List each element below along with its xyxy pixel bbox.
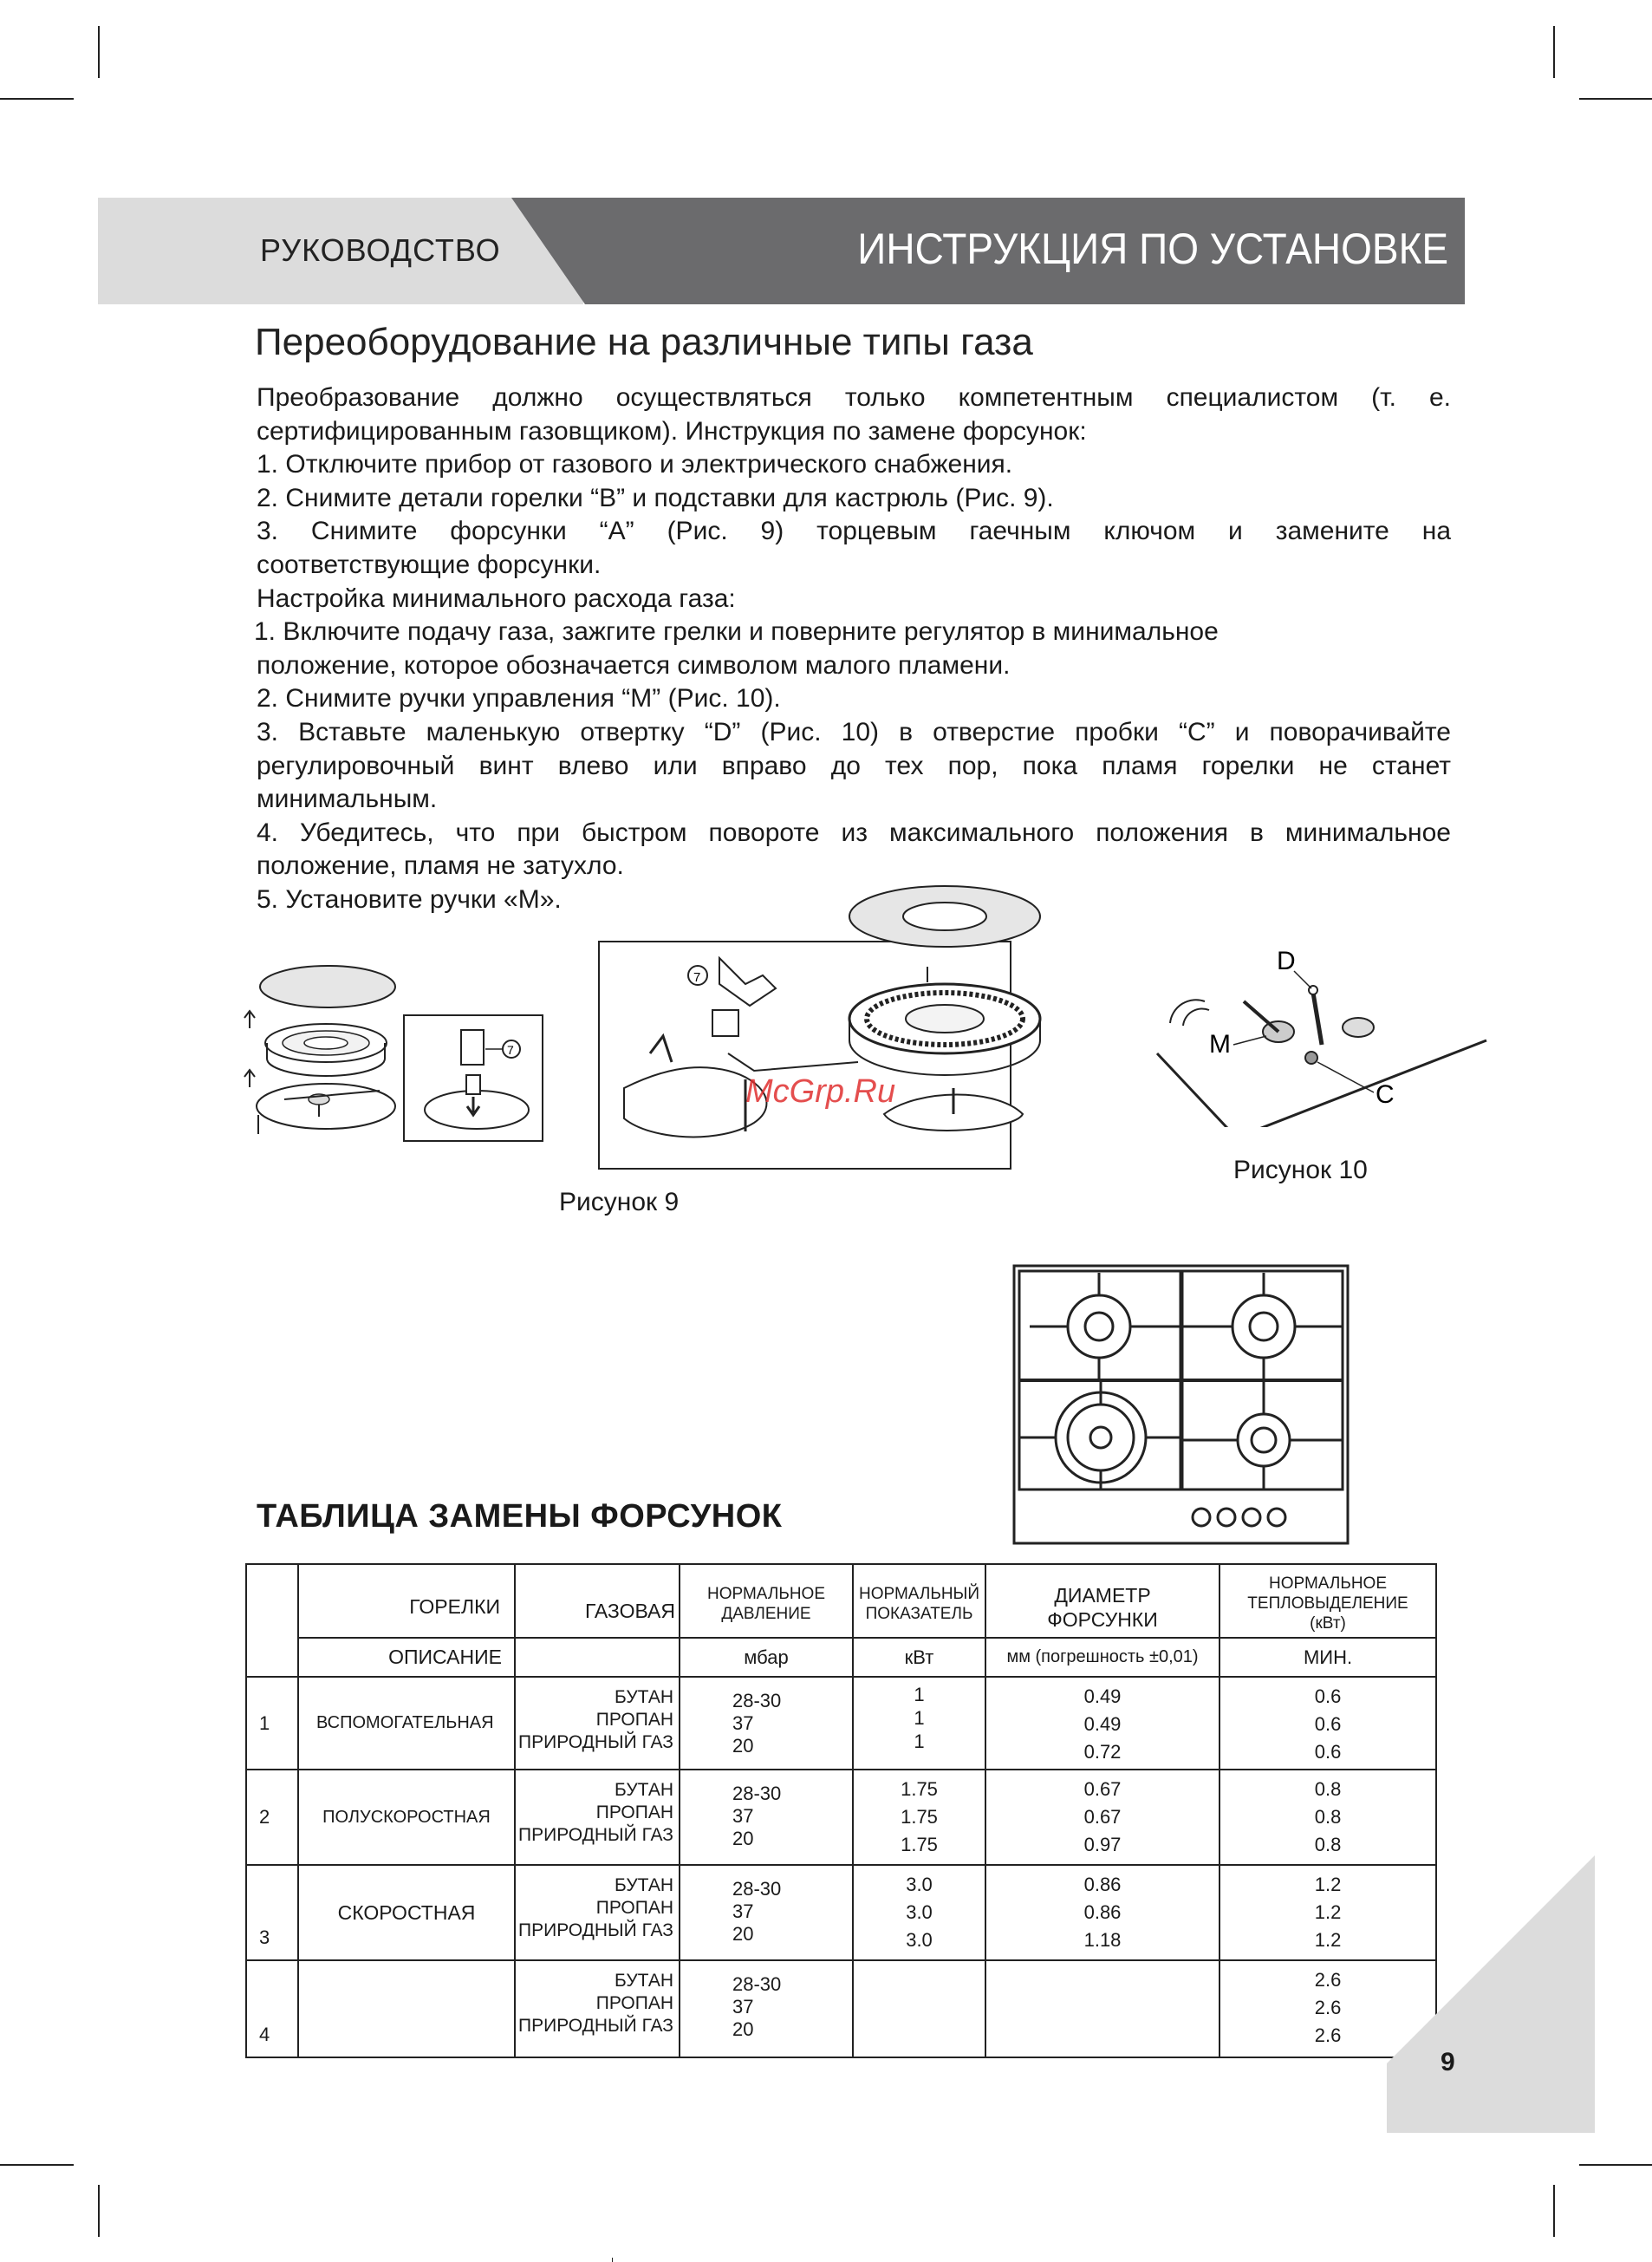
paragraph: 2. Снимите ручки управления “M” (Рис. 10). [257,684,781,714]
header-cell: ГАЗОВАЯ [515,1564,680,1638]
badge-number: 7 [693,970,701,985]
header-right-label: ИНСТРУКЦИЯ ПО УСТАНОВКЕ [857,225,1448,273]
pressure-cell: 28-30 37 20 [680,1960,853,2057]
row-number: 1 [246,1677,298,1770]
subheader-cell: кВт [853,1638,985,1677]
table-row [246,1770,1436,1865]
diameter-cell [985,1960,1219,2057]
fig10-caption: Рисунок 10 [1233,1156,1368,1184]
instruction-text [254,381,1451,917]
burner-name: СКОРОСТНАЯ [298,1865,515,1960]
diameter-cell: 0.67 0.67 0.97 [985,1770,1219,1865]
header-cell: ГОРЕЛКИ [298,1564,515,1638]
label-m: M [1209,1030,1231,1059]
rating-cell [853,1960,985,2057]
page-title: Переоборудование на различные типы газа [255,321,1033,363]
heat-cell: 2.6 2.6 2.6 [1219,1960,1436,2057]
pressure-cell: 28-30 37 20 [680,1865,853,1960]
page-corner-decoration [1387,1855,1652,2133]
rating-cell: 3.0 3.0 3.0 [853,1865,985,1960]
crop-mark [1579,98,1652,100]
burner-name: ВСПОМОГАТЕЛЬНАЯ [298,1677,515,1770]
crop-mark [1553,26,1555,78]
nozzle-detail-illustration [403,1014,546,1144]
gas-cell: БУТАН ПРОПАН ПРИРОДНЫЙ ГАЗ [515,1960,680,2057]
crop-mark [98,26,100,78]
pressure-cell: 28-30 37 20 [680,1770,853,1865]
table-row [246,1677,1436,1770]
rating-cell: 1 1 1 [853,1677,985,1770]
crop-mark [612,2258,613,2262]
heat-cell: 0.6 0.6 0.6 [1219,1677,1436,1770]
subheader-cell: МИН. [1219,1638,1436,1677]
crop-mark [0,98,74,100]
gas-cell: БУТАН ПРОПАН ПРИРОДНЫЙ ГАЗ [515,1865,680,1960]
header-cell: НОРМАЛЬНЫЙ ПОКАЗАТЕЛЬ [853,1564,985,1638]
header-cell: НОРМАЛЬНОЕ ДАВЛЕНИЕ [680,1564,853,1638]
table-subheader-row [246,1638,1436,1677]
paragraph: положение, которое обозначается символом малого пламени. [257,650,1011,680]
row-number: 3 [246,1865,298,1960]
header-cell: НОРМАЛЬНОЕ ТЕПЛОВЫДЕЛЕНИЕ (кВт) [1219,1564,1436,1638]
header-left-label: РУКОВОДСТВО [260,232,501,268]
paragraph: 3. Снимите форсунки “A” (Рис. 9) торцевым гаечным ключом и замените на [257,517,1451,546]
nozzle-table [245,1563,1437,2058]
heat-cell: 1.2 1.2 1.2 [1219,1865,1436,1960]
badge-number: 7 [507,1043,514,1057]
pressure-cell: 28-30 37 20 [680,1677,853,1770]
header-cell: ДИАМЕТР ФОРСУНКИ [985,1564,1219,1638]
crop-mark [98,2185,100,2237]
table-title: ТАБЛИЦА ЗАМЕНЫ ФОРСУНОК [257,1498,783,1535]
watermark: McGrp.Ru [745,1073,896,1110]
paragraph: положение, пламя не затухло. [257,851,624,881]
paragraph: Преобразование должно осуществляться только компетентным специалистом (т. е. [257,383,1451,412]
paragraph: 1. Включите подачу газа, зажгите грелки и поверните регулятор в минимальное [254,617,1219,647]
burner-name [298,1960,515,2057]
row-number: 2 [246,1770,298,1865]
crop-mark [0,2164,74,2166]
diameter-cell: 0.49 0.49 0.72 [985,1677,1219,1770]
heat-cell: 0.8 0.8 0.8 [1219,1770,1436,1865]
burner-name: ПОЛУСКОРОСТНАЯ [298,1770,515,1865]
paragraph: 1. Отключите прибор от газового и электрического снабжения. [257,450,1013,479]
page-number: 9 [1441,2048,1455,2076]
table-header-row [246,1564,1436,1638]
paragraph: Настройка минимального расхода газа: [257,583,736,613]
gas-cell: БУТАН ПРОПАН ПРИРОДНЫЙ ГАЗ [515,1770,680,1865]
label-d: D [1277,947,1296,975]
subheader-cell: мбар [680,1638,853,1677]
table-row [246,1960,1436,2057]
paragraph: 2. Снимите детали горелки “B” и подставки для кастрюль (Рис. 9). [257,483,1054,512]
burner-exploded-illustration [232,961,406,1143]
paragraph: минимальным. [257,785,438,814]
paragraph: соответствующие форсунки. [257,550,602,579]
subheader-cell: ОПИСАНИЕ [298,1638,515,1677]
row-number: 4 [246,1960,298,2057]
paragraph: 3. Вставьте маленькую отвертку “D” (Рис. 10) в отверстие пробки “C” и поворачивайте [257,717,1451,746]
gas-cell: БУТАН ПРОПАН ПРИРОДНЫЙ ГАЗ [515,1677,680,1770]
table-row [246,1865,1436,1960]
fig9-caption: Рисунок 9 [559,1188,680,1216]
subheader-cell: мм (погрешность ±0,01) [985,1638,1219,1677]
diameter-cell: 0.86 0.86 1.18 [985,1865,1219,1960]
paragraph: 5. Установите ручки «M». [257,884,562,914]
rating-cell: 1.75 1.75 1.75 [853,1770,985,1865]
crop-mark [1553,2185,1555,2237]
paragraph: регулировочный винт влево или вправо до тех пор, пока пламя горелки не станет [257,751,1451,780]
knob-adjust-illustration [1148,945,1495,1127]
subheader-cell [515,1638,680,1677]
paragraph: сертифицированным газовщиком). Инструкция по замене форсунок: [257,416,1087,446]
header-cell [246,1564,298,1677]
hob-diagram [1012,1264,1352,1550]
crop-mark [1579,2164,1652,2166]
paragraph: 4. Убедитесь, что при быстром повороте из максимального положения в минимальное [257,818,1451,847]
label-c: C [1376,1080,1395,1109]
